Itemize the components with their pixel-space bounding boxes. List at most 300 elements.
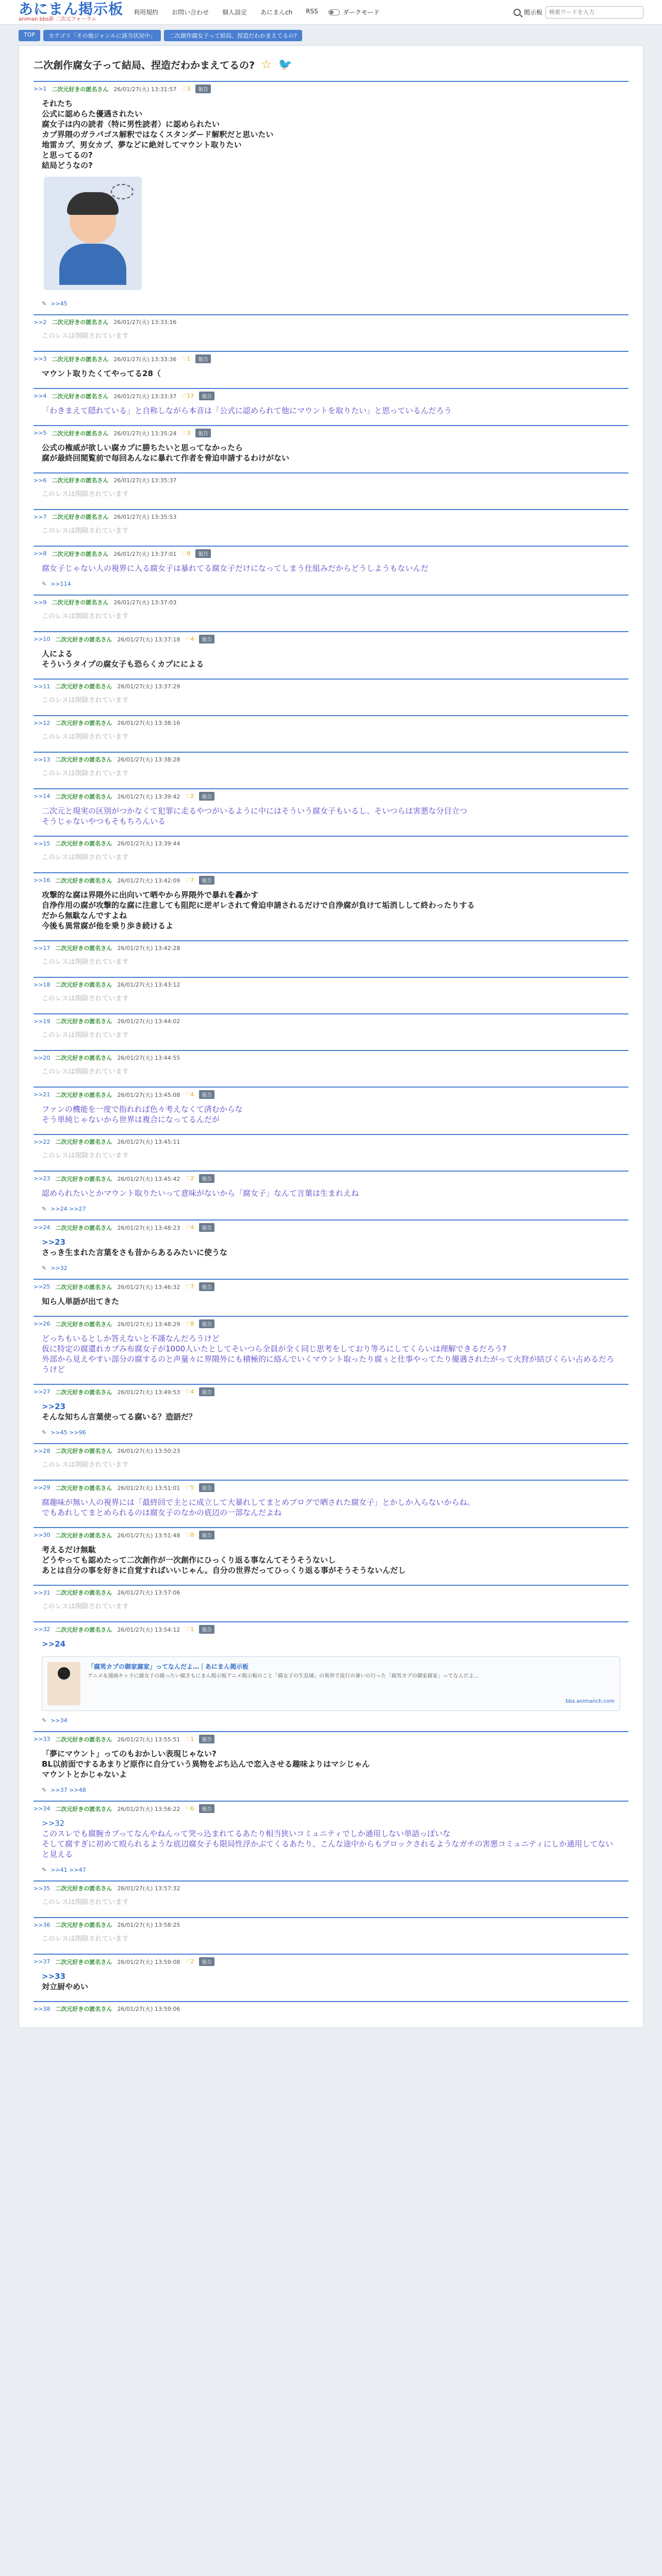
illustration-thought-cloud bbox=[111, 184, 134, 199]
site-logo[interactable] bbox=[19, 2, 123, 23]
post-body bbox=[34, 326, 628, 349]
report-button[interactable]: 報告 bbox=[199, 1319, 214, 1328]
like-button[interactable]: ♡3 bbox=[181, 430, 191, 436]
nav-contact[interactable]: お問い合わせ bbox=[172, 9, 209, 16]
like-button[interactable]: ♡4 bbox=[185, 636, 194, 642]
post-date: 26/01/27(火) 13:48:23 bbox=[117, 1224, 180, 1231]
post-number[interactable]: >>27 bbox=[34, 1388, 51, 1395]
page-title: 二次創作腐女子って結局、捏造だわかまえてるの? bbox=[34, 59, 255, 71]
reply-links[interactable]: >>45 >>96 bbox=[51, 1429, 86, 1436]
poster-name: 二次元好きの匿名さん bbox=[52, 355, 109, 363]
post-body bbox=[34, 1099, 628, 1132]
poster-name: 二次元好きの匿名さん bbox=[55, 1091, 112, 1098]
post-header bbox=[34, 1387, 628, 1396]
post-body bbox=[34, 643, 628, 676]
post-line: 公式に認めらた優遇されたい bbox=[42, 109, 143, 118]
breadcrumb bbox=[0, 25, 662, 41]
post-line: このレスは削除されています bbox=[42, 995, 129, 1003]
link-preview-card[interactable] bbox=[42, 1656, 620, 1711]
report-button[interactable]: 報告 bbox=[199, 1174, 214, 1183]
post-line: さっき生まれた言葉をさも昔からあるみたいに使うな bbox=[42, 1248, 228, 1257]
poster-name: 二次元好きの匿名さん bbox=[55, 1175, 112, 1182]
like-button[interactable]: ♡5 bbox=[185, 1484, 194, 1491]
post-number[interactable]: >>5 bbox=[34, 430, 47, 436]
post-header bbox=[34, 354, 628, 363]
post-number[interactable]: >>9 bbox=[34, 599, 47, 606]
post-line: 攻撃的な腐は界隈外に出向いて晒やから界隈外で暴れを轟かす bbox=[42, 890, 259, 900]
top-nav bbox=[134, 8, 318, 16]
post-number[interactable]: >>23 bbox=[34, 1175, 51, 1182]
post-number[interactable]: >>16 bbox=[34, 877, 51, 884]
post bbox=[34, 1279, 628, 1316]
like-button[interactable]: ♡2 bbox=[185, 793, 194, 800]
post bbox=[34, 425, 628, 472]
post bbox=[34, 1621, 628, 1731]
report-button[interactable]: 報告 bbox=[195, 549, 211, 558]
poster-name: 二次元好きの匿名さん bbox=[55, 636, 112, 643]
poster-name: 二次元好きの匿名さん bbox=[52, 393, 109, 400]
nav-rss[interactable]: RSS bbox=[306, 8, 318, 15]
report-button[interactable]: 報告 bbox=[199, 1387, 214, 1396]
reply-links[interactable]: >>114 bbox=[51, 581, 71, 587]
logo-main[interactable]: あにまん掲示板 bbox=[19, 0, 124, 18]
report-button[interactable]: 報告 bbox=[195, 429, 211, 437]
post-header bbox=[34, 1138, 628, 1146]
dark-mode-toggle[interactable] bbox=[328, 8, 380, 16]
post-body bbox=[34, 1813, 628, 1867]
report-button[interactable]: 報告 bbox=[199, 1625, 214, 1634]
post-date: 26/01/27(火) 13:59:08 bbox=[117, 1958, 180, 1965]
post-date: 26/01/27(火) 13:44:02 bbox=[117, 1018, 180, 1025]
post-number[interactable]: >>10 bbox=[34, 636, 51, 642]
post bbox=[34, 1801, 628, 1880]
like-button[interactable]: ♡4 bbox=[185, 1224, 194, 1231]
post-number[interactable]: >>4 bbox=[34, 393, 47, 399]
poster-name: 二次元好きの匿名さん bbox=[55, 945, 112, 952]
post-number[interactable]: >>14 bbox=[34, 793, 51, 800]
post-line: どうやっても認めたって二次創作が一次創作にひっくり返る事なんてそうそうないし bbox=[42, 1555, 336, 1565]
thread-container bbox=[19, 45, 643, 2028]
post-number[interactable]: >>12 bbox=[34, 719, 51, 726]
report-button[interactable]: 報告 bbox=[199, 1483, 214, 1492]
post-line: このレスは削除されています bbox=[42, 1899, 129, 1906]
post-header bbox=[34, 944, 628, 952]
poster-name: 二次元好きの匿名さん bbox=[55, 1448, 112, 1454]
poster-name: 二次元好きの匿名さん bbox=[55, 840, 112, 847]
post-body bbox=[34, 1183, 628, 1206]
post-number[interactable]: >>29 bbox=[34, 1484, 51, 1491]
post-number[interactable]: >>36 bbox=[34, 1921, 51, 1928]
report-button[interactable]: 報告 bbox=[195, 84, 211, 93]
search-input[interactable] bbox=[545, 6, 643, 19]
poster-name: 二次元好きの匿名さん bbox=[55, 1055, 112, 1061]
post-replies bbox=[34, 1265, 628, 1277]
post-replies bbox=[34, 1787, 628, 1799]
post bbox=[34, 715, 628, 752]
like-button[interactable]: ♡8 bbox=[181, 550, 191, 557]
like-button[interactable]: ♡17 bbox=[181, 393, 194, 399]
poster-name: 二次元好きの匿名さん bbox=[55, 1484, 112, 1492]
post-number[interactable]: >>35 bbox=[34, 1885, 51, 1892]
nav-terms[interactable]: 利用規約 bbox=[134, 9, 159, 16]
post-body bbox=[34, 400, 628, 423]
poster-name: 二次元好きの匿名さん bbox=[55, 1626, 112, 1633]
link-preview-title[interactable]: 「腐男カプの御家腐家」ってなんだよ…｜あにまん掲示板 bbox=[88, 1663, 249, 1670]
post-line: どっちもいるとしか答えないと不謹なんだろうけど bbox=[42, 1334, 220, 1343]
like-button[interactable]: ♡1 bbox=[185, 1626, 194, 1633]
post bbox=[34, 1087, 628, 1134]
post-line: このレスは削除されています bbox=[42, 332, 129, 340]
reply-links[interactable]: >>45 bbox=[51, 300, 68, 307]
like-button[interactable]: ♡8 bbox=[185, 1320, 194, 1327]
post bbox=[34, 1731, 628, 1801]
post-header bbox=[34, 1282, 628, 1291]
reply-links[interactable]: >>32 bbox=[51, 1265, 68, 1272]
post-line: このレスは削除されています bbox=[42, 1461, 129, 1469]
poster-name: 二次元好きの匿名さん bbox=[55, 683, 112, 690]
post-header bbox=[34, 1017, 628, 1025]
post-replies bbox=[34, 300, 628, 312]
report-button[interactable]: 報告 bbox=[199, 1957, 214, 1966]
report-button[interactable]: 報告 bbox=[199, 1282, 214, 1291]
report-button[interactable]: 報告 bbox=[199, 1531, 214, 1539]
post-date: 26/01/27(火) 13:43:12 bbox=[117, 981, 180, 988]
post bbox=[34, 1480, 628, 1527]
post-line: 認められたいとかマウント取りたいって意味がないから「腐女子」なんて言葉は生まれえね bbox=[42, 1189, 359, 1198]
post-line: 地雷カプ、男女カプ、夢などに絶対してマウント取りたい bbox=[42, 140, 242, 149]
post-line: 腐女子は内の読者（特に男性読者）に認められたい bbox=[42, 120, 220, 129]
post-line: このレスは削除されています bbox=[42, 1031, 129, 1039]
post-body bbox=[34, 437, 628, 470]
poster-name: 二次元好きの匿名さん bbox=[55, 1224, 112, 1231]
post-body bbox=[34, 764, 628, 786]
report-button[interactable]: 報告 bbox=[199, 876, 214, 885]
post-line: このレスは削除されています bbox=[42, 770, 129, 777]
post-header bbox=[34, 598, 628, 606]
post bbox=[34, 472, 628, 509]
toggle-switch-icon[interactable] bbox=[328, 9, 340, 15]
reply-icon: ✎ bbox=[42, 1787, 47, 1793]
post bbox=[34, 1134, 628, 1171]
report-button[interactable]: 報告 bbox=[199, 1804, 214, 1813]
poster-name: 二次元好きの匿名さん bbox=[52, 319, 109, 326]
post-header bbox=[34, 1483, 628, 1492]
post-number[interactable]: >>30 bbox=[34, 1532, 51, 1538]
post-replies bbox=[34, 581, 628, 592]
poster-name: 二次元好きの匿名さん bbox=[55, 1388, 112, 1396]
post-header bbox=[34, 1957, 628, 1966]
post-header bbox=[34, 84, 628, 93]
reply-anchor-link[interactable]: >>23 bbox=[42, 1238, 66, 1247]
post bbox=[34, 595, 628, 631]
post-number[interactable]: >>25 bbox=[34, 1283, 51, 1290]
post-line: それたち bbox=[42, 99, 73, 108]
report-button[interactable]: 報告 bbox=[199, 792, 214, 801]
post-header bbox=[34, 318, 628, 326]
post-illustration[interactable] bbox=[44, 177, 142, 290]
post-line: このレスは削除されています bbox=[42, 527, 129, 535]
like-button[interactable]: ♡3 bbox=[181, 86, 191, 92]
twitter-share-icon[interactable]: 🐦 bbox=[278, 58, 292, 71]
post-line: 「夢にマウント」ってのもおかしい表現じゃない? bbox=[42, 1749, 217, 1758]
post-date: 26/01/27(火) 13:33:37 bbox=[113, 393, 177, 400]
like-button[interactable]: ♡7 bbox=[185, 877, 194, 884]
post-number[interactable]: >>37 bbox=[34, 1958, 51, 1965]
post-header bbox=[34, 429, 628, 437]
post-list bbox=[34, 81, 628, 2027]
poster-name: 二次元好きの匿名さん bbox=[55, 877, 112, 884]
post-date: 26/01/27(火) 13:37:29 bbox=[117, 683, 180, 690]
post-header bbox=[34, 1174, 628, 1183]
poster-name: 二次元好きの匿名さん bbox=[52, 514, 109, 520]
post-number[interactable]: >>20 bbox=[34, 1054, 51, 1061]
post-header bbox=[34, 635, 628, 643]
link-preview-image bbox=[47, 1662, 80, 1705]
post bbox=[34, 81, 628, 314]
post-body bbox=[34, 952, 628, 975]
poster-name: 二次元好きの匿名さん bbox=[55, 1922, 112, 1928]
reply-icon: ✎ bbox=[42, 581, 47, 587]
post-number[interactable]: >>32 bbox=[34, 1626, 51, 1633]
search-icon[interactable] bbox=[514, 9, 521, 16]
nav-animanch[interactable]: あにまんch bbox=[260, 9, 293, 16]
post-number[interactable]: >>21 bbox=[34, 1091, 51, 1098]
poster-name: 二次元好きの匿名さん bbox=[55, 793, 112, 800]
poster-name: 二次元好きの匿名さん bbox=[55, 1958, 112, 1965]
report-button[interactable]: 報告 bbox=[199, 635, 214, 643]
reply-icon: ✎ bbox=[42, 1265, 47, 1272]
poster-name: 二次元好きの匿名さん bbox=[52, 550, 109, 557]
post-line: あとは自分の事を好きに自覚すればいいじゃん。自分の世界だってひっくり返る事がそうそうないんだし bbox=[42, 1566, 406, 1575]
post bbox=[34, 1443, 628, 1480]
report-button[interactable]: 報告 bbox=[199, 1223, 214, 1232]
post-number[interactable]: >>2 bbox=[34, 318, 47, 326]
post-number[interactable]: >>17 bbox=[34, 944, 51, 952]
post bbox=[34, 1013, 628, 1050]
like-button[interactable]: ♡2 bbox=[185, 1175, 194, 1182]
nav-settings[interactable]: 個人設定 bbox=[222, 9, 247, 16]
post-number[interactable]: >>1 bbox=[34, 86, 47, 92]
post-date: 26/01/27(火) 13:57:06 bbox=[117, 1589, 180, 1596]
post-header bbox=[34, 1054, 628, 1062]
breadcrumb-top[interactable]: TOP bbox=[19, 30, 40, 41]
post-header bbox=[34, 1625, 628, 1634]
like-button[interactable]: ♡7 bbox=[185, 1283, 194, 1290]
post-header bbox=[34, 2005, 628, 2013]
like-button[interactable]: ♡8 bbox=[185, 1532, 194, 1538]
post-header bbox=[34, 1804, 628, 1813]
post-body bbox=[34, 1396, 628, 1429]
post-number[interactable]: >>3 bbox=[34, 355, 47, 362]
post-line: このレスは削除されています bbox=[42, 1068, 129, 1076]
post-number[interactable]: >>18 bbox=[34, 981, 51, 988]
post-line: と思ってるの? bbox=[42, 150, 93, 160]
post-number[interactable]: >>28 bbox=[34, 1447, 51, 1454]
post-line: 二次元と現実の区別がつかなくて犯罪に走るやつがいるように中にはそういう腐女子もいるし、そいつらは害悪な分目立つ bbox=[42, 806, 468, 816]
post-line: 腐女子じゃない人の視界に入る腐女子は暴れてる腐女子だけになってしまう仕組みだからどうしようもないんだ bbox=[42, 564, 429, 573]
post-number[interactable]: >>26 bbox=[34, 1320, 51, 1327]
post-header bbox=[34, 1447, 628, 1455]
post-date: 26/01/27(火) 13:46:32 bbox=[117, 1283, 180, 1291]
post-line: このレスは削除されています bbox=[42, 1935, 129, 1943]
like-button[interactable]: ♡1 bbox=[185, 1736, 194, 1742]
post bbox=[34, 631, 628, 679]
post-body bbox=[34, 848, 628, 870]
post-body bbox=[34, 1492, 628, 1525]
post-date: 26/01/27(火) 13:38:28 bbox=[117, 756, 180, 763]
post-date: 26/01/27(火) 13:39:44 bbox=[117, 840, 180, 847]
post bbox=[34, 351, 628, 388]
post-number[interactable]: >>24 bbox=[34, 1224, 51, 1231]
post-line: そうじゃないやつもそもちろんいる bbox=[42, 817, 166, 826]
post bbox=[34, 1316, 628, 1384]
post-line: 腐が最終回閲覧前で毎回あんなに暴れて作者を脅迫申請するわけがない bbox=[42, 453, 290, 463]
reply-anchor-link[interactable]: >>32 bbox=[42, 1819, 65, 1828]
post-number[interactable]: >>31 bbox=[34, 1589, 51, 1596]
reply-icon: ✎ bbox=[42, 300, 47, 307]
poster-name: 二次元好きの匿名さん bbox=[55, 1589, 112, 1596]
post-number[interactable]: >>19 bbox=[34, 1018, 51, 1025]
post-number[interactable]: >>15 bbox=[34, 840, 51, 847]
link-preview-url[interactable]: bbs.animanch.com bbox=[566, 1699, 615, 1704]
report-button[interactable]: 報告 bbox=[195, 354, 211, 363]
post-replies bbox=[34, 1429, 628, 1441]
post-line: そんな知ちん言葉使ってる腐いる？造語だ？ bbox=[42, 1412, 197, 1421]
post-header bbox=[34, 980, 628, 989]
post bbox=[34, 1585, 628, 1621]
reply-links[interactable]: >>37 >>48 bbox=[51, 1787, 86, 1793]
post-replies bbox=[34, 1206, 628, 1217]
reply-anchor-link[interactable]: >>23 bbox=[42, 1402, 66, 1411]
post-number[interactable]: >>8 bbox=[34, 550, 47, 557]
post-header bbox=[34, 1090, 628, 1099]
post-number[interactable]: >>34 bbox=[34, 1805, 51, 1812]
post-number[interactable]: >>7 bbox=[34, 513, 47, 520]
post-date: 26/01/27(火) 13:37:18 bbox=[117, 636, 180, 643]
post-line: 腐趣味が無い人の視界には「最終回で主とに成立して大暴れしてまとめブログで晒された腐女子」とかしか入らないからね。 bbox=[42, 1498, 475, 1507]
post-date: 26/01/27(火) 13:35:37 bbox=[113, 477, 177, 484]
post bbox=[34, 1917, 628, 1954]
post-line: ファンの機能を一度で指れれば色々考えなくて済むからな bbox=[42, 1105, 243, 1114]
post-replies bbox=[34, 1717, 628, 1729]
like-button[interactable]: ♡6 bbox=[185, 1805, 194, 1812]
post bbox=[34, 836, 628, 872]
post-header bbox=[34, 1223, 628, 1232]
post-number[interactable]: >>13 bbox=[34, 756, 51, 763]
like-button[interactable]: ♡4 bbox=[185, 1091, 194, 1098]
reply-links[interactable]: >>24 >>27 bbox=[51, 1206, 86, 1212]
post-line: このレスは削除されています bbox=[42, 613, 129, 620]
post-date: 26/01/27(火) 13:56:22 bbox=[117, 1805, 180, 1812]
post-number[interactable]: >>33 bbox=[34, 1736, 51, 1742]
poster-name: 二次元好きの匿名さん bbox=[52, 86, 109, 93]
post-line: マウントとかじゃないよ bbox=[42, 1770, 127, 1779]
post-header bbox=[34, 719, 628, 727]
reply-anchor-link[interactable]: >>24 bbox=[42, 1639, 66, 1649]
poster-name: 二次元好きの匿名さん bbox=[55, 1139, 112, 1145]
post-date: 26/01/27(火) 13:33:36 bbox=[113, 355, 177, 363]
post-date: 26/01/27(火) 13:50:23 bbox=[117, 1448, 180, 1454]
post-date: 26/01/27(火) 13:54:12 bbox=[117, 1626, 180, 1633]
post-line: でもあれしてまとめられるのは腐女子のなかの底辺の一部なんだよね bbox=[42, 1508, 282, 1517]
post-body bbox=[34, 1062, 628, 1084]
report-button[interactable]: 報告 bbox=[199, 392, 214, 400]
post bbox=[34, 1219, 628, 1279]
breadcrumb-category[interactable]: カテゴリ「その他ジャンルに該当状況中」 bbox=[43, 30, 161, 41]
poster-name: 二次元好きの匿名さん bbox=[55, 756, 112, 763]
post bbox=[34, 977, 628, 1013]
post-line: だから無駄なんですよね bbox=[42, 911, 127, 920]
poster-name: 二次元好きの匿名さん bbox=[55, 981, 112, 988]
post-line: 「わきまえて隠れている」と自称しながら本音は「公式に認められて他にマウントを取りたい」と思っているんだろう bbox=[42, 406, 452, 415]
post bbox=[34, 1050, 628, 1087]
report-button[interactable]: 報告 bbox=[199, 1090, 214, 1099]
search-area bbox=[514, 6, 643, 19]
post-line: 今後も異常腐が他を乗り歩き続けるよ bbox=[42, 921, 174, 930]
post-line: 公式の権威が欲しい腐カプに勝ちたいと思ってなかったら bbox=[42, 443, 243, 452]
post-header bbox=[34, 792, 628, 801]
post-line: このレスは削除されています bbox=[42, 1603, 129, 1611]
post-body bbox=[34, 1025, 628, 1048]
post-date: 26/01/27(火) 13:58:25 bbox=[117, 1922, 180, 1928]
post-header bbox=[34, 549, 628, 558]
post bbox=[34, 679, 628, 715]
post-date: 26/01/27(火) 13:48:29 bbox=[117, 1320, 180, 1328]
like-button[interactable]: ♡1 bbox=[181, 355, 191, 362]
logo-sub: animan bbs新 二次元フォーラム bbox=[19, 16, 97, 22]
poster-name: 二次元好きの匿名さん bbox=[55, 1885, 112, 1892]
post-date: 26/01/27(火) 13:51:48 bbox=[117, 1532, 180, 1539]
post-line: カプ界隈のガラパゴス解釈ではなくスタンダード解釈だと思いたい bbox=[42, 130, 274, 139]
post-date: 26/01/27(火) 13:38:16 bbox=[117, 720, 180, 726]
post-line: そう単純じゃないから世界は複合になってるんだが bbox=[42, 1115, 220, 1124]
post-number[interactable]: >>6 bbox=[34, 477, 47, 484]
poster-name: 二次元好きの匿名さん bbox=[52, 430, 109, 437]
reply-links[interactable]: >>34 bbox=[51, 1717, 68, 1724]
post-header bbox=[34, 682, 628, 690]
post-header bbox=[34, 839, 628, 848]
reply-icon: ✎ bbox=[42, 1429, 47, 1436]
breadcrumb-thread[interactable]: 二次創作腐女子って結局、捏造だわかまえてるの? bbox=[164, 30, 302, 41]
post-body bbox=[34, 1146, 628, 1168]
search-scope-label[interactable]: 掲示板 bbox=[523, 9, 542, 16]
post-line: このレスは削除されています bbox=[42, 1152, 129, 1160]
post-date: 26/01/27(火) 13:33:16 bbox=[113, 319, 177, 326]
post-number[interactable]: >>22 bbox=[34, 1138, 51, 1145]
thread-title-row bbox=[34, 57, 628, 72]
like-button[interactable]: ♡4 bbox=[185, 1388, 194, 1395]
poster-name: 二次元好きの匿名さん bbox=[52, 477, 109, 484]
post-line: このレスは削除されています bbox=[42, 733, 129, 741]
like-button[interactable]: ♡2 bbox=[185, 1958, 194, 1965]
post-header bbox=[34, 755, 628, 764]
post-body bbox=[34, 1539, 628, 1583]
post-line: 考えるだけ無駄 bbox=[42, 1545, 96, 1554]
post-body bbox=[34, 1892, 628, 1915]
favorite-star-icon[interactable]: ☆ bbox=[261, 57, 272, 72]
post-date: 26/01/27(火) 13:51:01 bbox=[117, 1484, 180, 1492]
reply-anchor-link[interactable]: >>33 bbox=[42, 1972, 66, 1981]
poster-name: 二次元好きの匿名さん bbox=[55, 1532, 112, 1539]
post-line: このレスは削除されています bbox=[42, 958, 129, 966]
reply-links[interactable]: >>41 >>47 bbox=[51, 1867, 86, 1873]
post-line: このレスは削除されています bbox=[42, 697, 129, 704]
post-number[interactable]: >>38 bbox=[34, 2005, 51, 2012]
reply-icon: ✎ bbox=[42, 1867, 47, 1873]
post-body bbox=[34, 93, 628, 300]
report-button[interactable]: 報告 bbox=[199, 1735, 214, 1743]
post-number[interactable]: >>11 bbox=[34, 683, 51, 690]
